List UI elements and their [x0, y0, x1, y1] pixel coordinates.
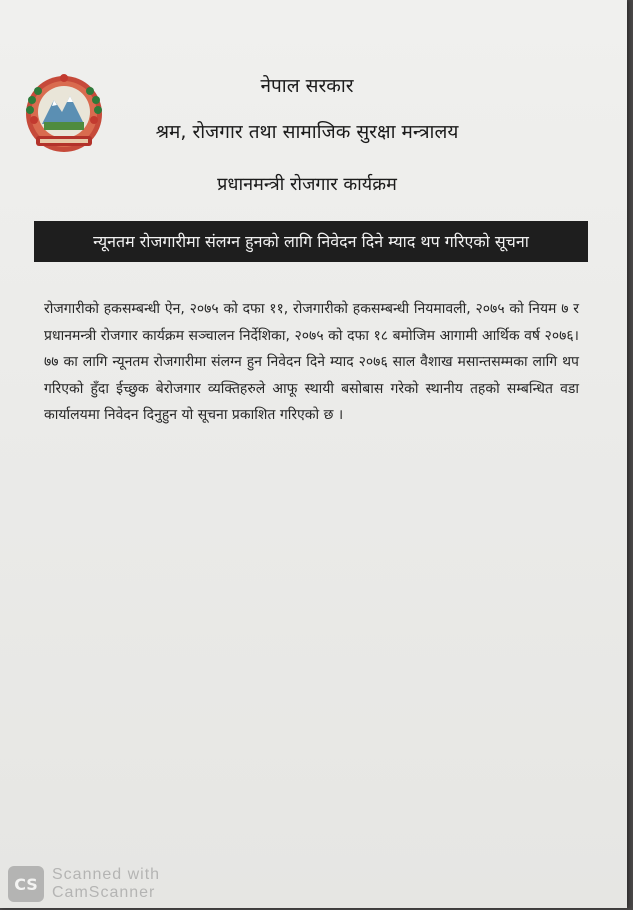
camscanner-logo-icon: CS [8, 866, 44, 902]
notice-body: रोजगारीको हकसम्बन्धी ऐन, २०७५ को दफा ११, रोजगारीको हकसम्बन्धी नियमावली, २०७५ को नियम ७ र प्रधानमन्त्री रोजगार कार्यक्रम सञ्चालन निर्देशिका, २०७५ को दफा १८ बमोजिम आगामी आर्थिक वर्ष २०७६।७७ का लागि न्यूनतम रोजगारीमा संलग्न हुन निवेदन दिने म्याद २०७६ साल वैशाख मसान्तसम्मका लागि थप गरिएको हुँदा ईच्छुक बेरोजगार व्यक्तिहरुले आफू स्थायी बसोबास गरेको स्थानीय तहको सम्बन्धित वडा कार्यालयमा निवेदन दिनुहुन यो सूचना प्रकाशित गरिएको छ । [44, 301, 579, 423]
program-name: प्रधानमन्त्री रोजगार कार्यक्रम [217, 174, 397, 195]
notice-title: न्यूनतम रोजगारीमा संलग्न हुनको लागि निवेदन दिने म्याद थप गरिएको सूचना [93, 232, 529, 251]
watermark-text [52, 866, 160, 902]
government-name: नेपाल सरकार [260, 75, 354, 97]
ministry-name: श्रम, रोजगार तथा सामाजिक सुरक्षा मन्त्रालय [155, 121, 459, 143]
camscanner-watermark [8, 866, 160, 902]
watermark-line-1: Scanned with [52, 866, 161, 883]
notice-title-banner [34, 221, 588, 262]
watermark-line-2: CamScanner [52, 884, 156, 901]
